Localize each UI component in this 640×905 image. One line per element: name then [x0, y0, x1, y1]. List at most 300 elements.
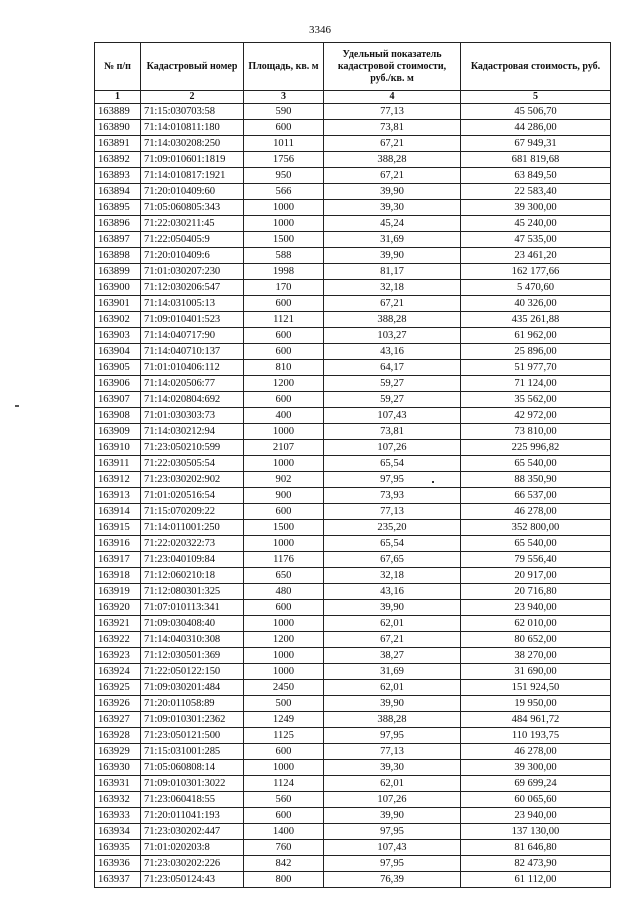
row-number-cell: 163891 — [95, 136, 141, 152]
table-row — [95, 168, 611, 184]
table-row — [95, 744, 611, 760]
cadastral-value-cell: 38 270,00 — [461, 648, 611, 664]
column-number: 3 — [244, 91, 324, 104]
unit-rate-cell: 67,21 — [324, 632, 461, 648]
row-number-cell: 163927 — [95, 712, 141, 728]
unit-rate-cell: 39,90 — [324, 808, 461, 824]
unit-rate-cell: 31,69 — [324, 664, 461, 680]
area-cell: 2450 — [244, 680, 324, 696]
row-number-cell: 163929 — [95, 744, 141, 760]
area-cell: 1200 — [244, 376, 324, 392]
unit-rate-cell: 81,17 — [324, 264, 461, 280]
area-cell: 170 — [244, 280, 324, 296]
cadastral-number-cell: 71:09:010301:3022 — [141, 776, 244, 792]
unit-rate-cell: 107,26 — [324, 440, 461, 456]
row-number-cell: 163918 — [95, 568, 141, 584]
table-row — [95, 648, 611, 664]
unit-rate-cell: 39,90 — [324, 184, 461, 200]
row-number-cell: 163889 — [95, 104, 141, 120]
unit-rate-cell: 77,13 — [324, 104, 461, 120]
cadastral-value-cell: 352 800,00 — [461, 520, 611, 536]
cadastral-value-cell: 681 819,68 — [461, 152, 611, 168]
column-number-row — [95, 91, 611, 104]
row-number-cell: 163894 — [95, 184, 141, 200]
cadastral-number-cell: 71:01:020516:54 — [141, 488, 244, 504]
cadastral-number-cell: 71:14:030208:250 — [141, 136, 244, 152]
row-number-cell: 163931 — [95, 776, 141, 792]
cadastral-value-cell: 484 961,72 — [461, 712, 611, 728]
area-cell: 1400 — [244, 824, 324, 840]
row-number-cell: 163917 — [95, 552, 141, 568]
cadastral-value-cell: 225 996,82 — [461, 440, 611, 456]
area-cell: 950 — [244, 168, 324, 184]
cadastral-number-cell: 71:15:030703:58 — [141, 104, 244, 120]
cadastral-number-cell: 71:15:031001:285 — [141, 744, 244, 760]
area-cell: 480 — [244, 584, 324, 600]
area-cell: 588 — [244, 248, 324, 264]
area-cell: 1000 — [244, 648, 324, 664]
cadastral-value-cell: 71 124,00 — [461, 376, 611, 392]
scan-artifact — [432, 481, 434, 483]
cadastral-value-cell: 61 112,00 — [461, 872, 611, 888]
unit-rate-cell: 59,27 — [324, 392, 461, 408]
unit-rate-cell: 73,93 — [324, 488, 461, 504]
area-cell: 500 — [244, 696, 324, 712]
cadastral-value-cell: 61 962,00 — [461, 328, 611, 344]
cadastral-value-cell: 67 949,31 — [461, 136, 611, 152]
table-row — [95, 728, 611, 744]
unit-rate-cell: 67,21 — [324, 168, 461, 184]
area-cell: 650 — [244, 568, 324, 584]
unit-rate-cell: 39,90 — [324, 600, 461, 616]
row-number-cell: 163912 — [95, 472, 141, 488]
area-cell: 1000 — [244, 760, 324, 776]
unit-rate-cell: 67,65 — [324, 552, 461, 568]
cadastral-value-cell: 31 690,00 — [461, 664, 611, 680]
cadastral-value-cell: 5 470,60 — [461, 280, 611, 296]
area-cell: 566 — [244, 184, 324, 200]
row-number-cell: 163926 — [95, 696, 141, 712]
cadastral-value-cell: 23 461,20 — [461, 248, 611, 264]
table-row — [95, 328, 611, 344]
table-row — [95, 616, 611, 632]
row-number-cell: 163895 — [95, 200, 141, 216]
unit-rate-cell: 388,28 — [324, 712, 461, 728]
cadastral-number-cell: 71:14:040710:137 — [141, 344, 244, 360]
cadastral-value-cell: 46 278,00 — [461, 504, 611, 520]
row-number-cell: 163932 — [95, 792, 141, 808]
table-row — [95, 536, 611, 552]
table-row — [95, 248, 611, 264]
unit-rate-cell: 388,28 — [324, 152, 461, 168]
area-cell: 600 — [244, 120, 324, 136]
row-number-cell: 163905 — [95, 360, 141, 376]
row-number-cell: 163910 — [95, 440, 141, 456]
unit-rate-cell: 32,18 — [324, 280, 461, 296]
area-cell: 600 — [244, 504, 324, 520]
cadastral-number-cell: 71:14:010817:1921 — [141, 168, 244, 184]
cadastral-number-cell: 71:23:060418:55 — [141, 792, 244, 808]
unit-rate-cell: 97,95 — [324, 856, 461, 872]
cadastral-value-cell: 66 537,00 — [461, 488, 611, 504]
cadastral-number-cell: 71:22:030505:54 — [141, 456, 244, 472]
table-row — [95, 840, 611, 856]
unit-rate-cell: 31,69 — [324, 232, 461, 248]
table-row — [95, 808, 611, 824]
table-row — [95, 440, 611, 456]
cadastral-number-cell: 71:14:020804:692 — [141, 392, 244, 408]
cadastral-number-cell: 71:09:030408:40 — [141, 616, 244, 632]
area-cell: 600 — [244, 392, 324, 408]
cadastral-number-cell: 71:15:070209:22 — [141, 504, 244, 520]
area-cell: 600 — [244, 328, 324, 344]
unit-rate-cell: 62,01 — [324, 776, 461, 792]
unit-rate-cell: 67,21 — [324, 296, 461, 312]
cadastral-value-cell: 162 177,66 — [461, 264, 611, 280]
column-number: 2 — [141, 91, 244, 104]
cadastral-number-cell: 71:23:050124:43 — [141, 872, 244, 888]
cadastral-value-cell: 435 261,88 — [461, 312, 611, 328]
cadastral-number-cell: 71:22:020322:73 — [141, 536, 244, 552]
cadastral-number-cell: 71:22:050122:150 — [141, 664, 244, 680]
cadastral-number-cell: 71:14:040310:308 — [141, 632, 244, 648]
area-cell: 600 — [244, 344, 324, 360]
cadastral-number-cell: 71:14:020506:77 — [141, 376, 244, 392]
row-number-cell: 163923 — [95, 648, 141, 664]
table-row — [95, 680, 611, 696]
row-number-cell: 163934 — [95, 824, 141, 840]
table-row — [95, 232, 611, 248]
table-row — [95, 664, 611, 680]
cadastral-number-cell: 71:14:010811:180 — [141, 120, 244, 136]
row-number-cell: 163908 — [95, 408, 141, 424]
cadastral-value-table — [94, 42, 611, 888]
row-number-cell: 163925 — [95, 680, 141, 696]
unit-rate-cell: 62,01 — [324, 616, 461, 632]
area-cell: 1998 — [244, 264, 324, 280]
area-cell: 1500 — [244, 520, 324, 536]
table-row — [95, 552, 611, 568]
table-row — [95, 104, 611, 120]
unit-rate-cell: 39,30 — [324, 200, 461, 216]
row-number-cell: 163930 — [95, 760, 141, 776]
table-row — [95, 584, 611, 600]
table-row — [95, 760, 611, 776]
table-row — [95, 520, 611, 536]
scan-artifact — [15, 405, 19, 407]
unit-rate-cell: 65,54 — [324, 456, 461, 472]
table-row — [95, 120, 611, 136]
cadastral-value-cell: 22 583,40 — [461, 184, 611, 200]
area-cell: 1000 — [244, 616, 324, 632]
cadastral-number-cell: 71:23:030202:226 — [141, 856, 244, 872]
unit-rate-cell: 388,28 — [324, 312, 461, 328]
cadastral-number-cell: 71:12:080301:325 — [141, 584, 244, 600]
area-cell: 2107 — [244, 440, 324, 456]
row-number-cell: 163898 — [95, 248, 141, 264]
table-row — [95, 696, 611, 712]
cadastral-value-cell: 137 130,00 — [461, 824, 611, 840]
unit-rate-cell: 97,95 — [324, 472, 461, 488]
cadastral-number-cell: 71:14:030212:94 — [141, 424, 244, 440]
column-number: 4 — [324, 91, 461, 104]
unit-rate-cell: 73,81 — [324, 424, 461, 440]
cadastral-value-cell: 42 972,00 — [461, 408, 611, 424]
unit-rate-cell: 76,39 — [324, 872, 461, 888]
cadastral-number-cell: 71:20:011058:89 — [141, 696, 244, 712]
table-row — [95, 472, 611, 488]
cadastral-number-cell: 71:14:031005:13 — [141, 296, 244, 312]
cadastral-value-cell: 20 917,00 — [461, 568, 611, 584]
row-number-cell: 163909 — [95, 424, 141, 440]
header-cadastral-value: Кадастровая стоимость, руб. — [461, 43, 611, 91]
table-row — [95, 424, 611, 440]
unit-rate-cell: 107,26 — [324, 792, 461, 808]
page-number: 3346 — [309, 24, 331, 36]
table-row — [95, 792, 611, 808]
header-row-number: № п/п — [95, 43, 141, 91]
cadastral-number-cell: 71:23:050210:599 — [141, 440, 244, 456]
unit-rate-cell: 39,90 — [324, 696, 461, 712]
area-cell: 1125 — [244, 728, 324, 744]
cadastral-number-cell: 71:23:040109:84 — [141, 552, 244, 568]
area-cell: 902 — [244, 472, 324, 488]
table-row — [95, 872, 611, 888]
cadastral-number-cell: 71:01:020203:8 — [141, 840, 244, 856]
row-number-cell: 163896 — [95, 216, 141, 232]
area-cell: 1000 — [244, 536, 324, 552]
column-number: 5 — [461, 91, 611, 104]
row-number-cell: 163913 — [95, 488, 141, 504]
unit-rate-cell: 235,20 — [324, 520, 461, 536]
row-number-cell: 163907 — [95, 392, 141, 408]
row-number-cell: 163899 — [95, 264, 141, 280]
row-number-cell: 163933 — [95, 808, 141, 824]
cadastral-number-cell: 71:14:011001:250 — [141, 520, 244, 536]
cadastral-number-cell: 71:01:030303:73 — [141, 408, 244, 424]
cadastral-value-cell: 82 473,90 — [461, 856, 611, 872]
table-row — [95, 824, 611, 840]
cadastral-value-cell: 110 193,75 — [461, 728, 611, 744]
table-row — [95, 376, 611, 392]
cadastral-number-cell: 71:23:050121:500 — [141, 728, 244, 744]
unit-rate-cell: 67,21 — [324, 136, 461, 152]
row-number-cell: 163892 — [95, 152, 141, 168]
row-number-cell: 163920 — [95, 600, 141, 616]
table-row — [95, 456, 611, 472]
unit-rate-cell: 39,30 — [324, 760, 461, 776]
cadastral-number-cell: 71:20:010409:6 — [141, 248, 244, 264]
cadastral-number-cell: 71:23:030202:447 — [141, 824, 244, 840]
area-cell: 1000 — [244, 216, 324, 232]
cadastral-value-cell: 39 300,00 — [461, 200, 611, 216]
row-number-cell: 163928 — [95, 728, 141, 744]
area-cell: 1200 — [244, 632, 324, 648]
table-row — [95, 136, 611, 152]
cadastral-number-cell: 71:07:010113:341 — [141, 600, 244, 616]
table-row — [95, 856, 611, 872]
cadastral-value-cell: 60 065,60 — [461, 792, 611, 808]
row-number-cell: 163922 — [95, 632, 141, 648]
cadastral-number-cell: 71:20:011041:193 — [141, 808, 244, 824]
unit-rate-cell: 73,81 — [324, 120, 461, 136]
table-row — [95, 712, 611, 728]
cadastral-number-cell: 71:01:010406:112 — [141, 360, 244, 376]
cadastral-value-cell: 39 300,00 — [461, 760, 611, 776]
unit-rate-cell: 77,13 — [324, 504, 461, 520]
row-number-cell: 163890 — [95, 120, 141, 136]
area-cell: 600 — [244, 744, 324, 760]
row-number-cell: 163921 — [95, 616, 141, 632]
area-cell: 560 — [244, 792, 324, 808]
table-row — [95, 312, 611, 328]
area-cell: 600 — [244, 808, 324, 824]
cadastral-value-cell: 79 556,40 — [461, 552, 611, 568]
cadastral-number-cell: 71:22:030211:45 — [141, 216, 244, 232]
cadastral-value-cell: 63 849,50 — [461, 168, 611, 184]
area-cell: 1000 — [244, 424, 324, 440]
cadastral-number-cell: 71:22:050405:9 — [141, 232, 244, 248]
header-cadastral-number: Кадастровый номер — [141, 43, 244, 91]
row-number-cell: 163916 — [95, 536, 141, 552]
table-row — [95, 264, 611, 280]
table-row — [95, 184, 611, 200]
cadastral-value-cell: 35 562,00 — [461, 392, 611, 408]
table-row — [95, 488, 611, 504]
table-row — [95, 504, 611, 520]
row-number-cell: 163915 — [95, 520, 141, 536]
cadastral-number-cell: 71:05:060805:343 — [141, 200, 244, 216]
area-cell: 842 — [244, 856, 324, 872]
unit-rate-cell: 64,17 — [324, 360, 461, 376]
table-row — [95, 296, 611, 312]
cadastral-number-cell: 71:20:010409:60 — [141, 184, 244, 200]
area-cell: 1176 — [244, 552, 324, 568]
area-cell: 800 — [244, 872, 324, 888]
unit-rate-cell: 107,43 — [324, 840, 461, 856]
unit-rate-cell: 38,27 — [324, 648, 461, 664]
row-number-cell: 163911 — [95, 456, 141, 472]
cadastral-value-cell: 51 977,70 — [461, 360, 611, 376]
unit-rate-cell: 97,95 — [324, 728, 461, 744]
table-row — [95, 392, 611, 408]
row-number-cell: 163893 — [95, 168, 141, 184]
cadastral-value-cell: 45 240,00 — [461, 216, 611, 232]
cadastral-value-cell: 69 699,24 — [461, 776, 611, 792]
cadastral-value-cell: 65 540,00 — [461, 456, 611, 472]
row-number-cell: 163935 — [95, 840, 141, 856]
cadastral-number-cell: 71:12:060210:18 — [141, 568, 244, 584]
table-row — [95, 200, 611, 216]
cadastral-value-cell: 25 896,00 — [461, 344, 611, 360]
area-cell: 760 — [244, 840, 324, 856]
area-cell: 400 — [244, 408, 324, 424]
cadastral-value-cell: 40 326,00 — [461, 296, 611, 312]
row-number-cell: 163919 — [95, 584, 141, 600]
cadastral-value-cell: 151 924,50 — [461, 680, 611, 696]
row-number-cell: 163901 — [95, 296, 141, 312]
row-number-cell: 163900 — [95, 280, 141, 296]
cadastral-value-cell: 23 940,00 — [461, 808, 611, 824]
cadastral-number-cell: 71:14:040717:90 — [141, 328, 244, 344]
cadastral-number-cell: 71:09:010401:523 — [141, 312, 244, 328]
cadastral-number-cell: 71:12:030206:547 — [141, 280, 244, 296]
unit-rate-cell: 103,27 — [324, 328, 461, 344]
area-cell: 900 — [244, 488, 324, 504]
table-row — [95, 360, 611, 376]
cadastral-value-cell: 23 940,00 — [461, 600, 611, 616]
cadastral-value-cell: 62 010,00 — [461, 616, 611, 632]
area-cell: 600 — [244, 600, 324, 616]
table-row — [95, 344, 611, 360]
cadastral-number-cell: 71:05:060808:14 — [141, 760, 244, 776]
row-number-cell: 163903 — [95, 328, 141, 344]
table-row — [95, 280, 611, 296]
cadastral-value-cell: 73 810,00 — [461, 424, 611, 440]
table-row — [95, 568, 611, 584]
cadastral-number-cell: 71:09:030201:484 — [141, 680, 244, 696]
area-cell: 810 — [244, 360, 324, 376]
cadastral-number-cell: 71:12:030501:369 — [141, 648, 244, 664]
area-cell: 1011 — [244, 136, 324, 152]
unit-rate-cell: 39,90 — [324, 248, 461, 264]
unit-rate-cell: 32,18 — [324, 568, 461, 584]
area-cell: 1500 — [244, 232, 324, 248]
row-number-cell: 163924 — [95, 664, 141, 680]
cadastral-number-cell: 71:09:010301:2362 — [141, 712, 244, 728]
table-row — [95, 776, 611, 792]
cadastral-value-cell: 80 652,00 — [461, 632, 611, 648]
cadastral-value-cell: 46 278,00 — [461, 744, 611, 760]
unit-rate-cell: 45,24 — [324, 216, 461, 232]
unit-rate-cell: 77,13 — [324, 744, 461, 760]
unit-rate-cell: 97,95 — [324, 824, 461, 840]
header-unit-rate: Удельный показатель кадастровой стоимости, руб./кв. м — [324, 43, 461, 91]
cadastral-value-cell: 20 716,80 — [461, 584, 611, 600]
area-cell: 1000 — [244, 664, 324, 680]
unit-rate-cell: 43,16 — [324, 344, 461, 360]
unit-rate-cell: 59,27 — [324, 376, 461, 392]
area-cell: 590 — [244, 104, 324, 120]
area-cell: 1756 — [244, 152, 324, 168]
area-cell: 1124 — [244, 776, 324, 792]
unit-rate-cell: 43,16 — [324, 584, 461, 600]
row-number-cell: 163914 — [95, 504, 141, 520]
table-row — [95, 152, 611, 168]
header-row — [95, 43, 611, 91]
cadastral-value-cell: 45 506,70 — [461, 104, 611, 120]
cadastral-value-cell: 47 535,00 — [461, 232, 611, 248]
unit-rate-cell: 107,43 — [324, 408, 461, 424]
cadastral-value-cell: 81 646,80 — [461, 840, 611, 856]
area-cell: 600 — [244, 296, 324, 312]
row-number-cell: 163902 — [95, 312, 141, 328]
cadastral-number-cell: 71:23:030202:902 — [141, 472, 244, 488]
area-cell: 1249 — [244, 712, 324, 728]
cadastral-value-cell: 44 286,00 — [461, 120, 611, 136]
row-number-cell: 163936 — [95, 856, 141, 872]
row-number-cell: 163906 — [95, 376, 141, 392]
header-area: Площадь, кв. м — [244, 43, 324, 91]
row-number-cell: 163904 — [95, 344, 141, 360]
unit-rate-cell: 62,01 — [324, 680, 461, 696]
table-row — [95, 600, 611, 616]
area-cell: 1121 — [244, 312, 324, 328]
cadastral-value-cell: 88 350,90 — [461, 472, 611, 488]
table-row — [95, 216, 611, 232]
area-cell: 1000 — [244, 456, 324, 472]
column-number: 1 — [95, 91, 141, 104]
